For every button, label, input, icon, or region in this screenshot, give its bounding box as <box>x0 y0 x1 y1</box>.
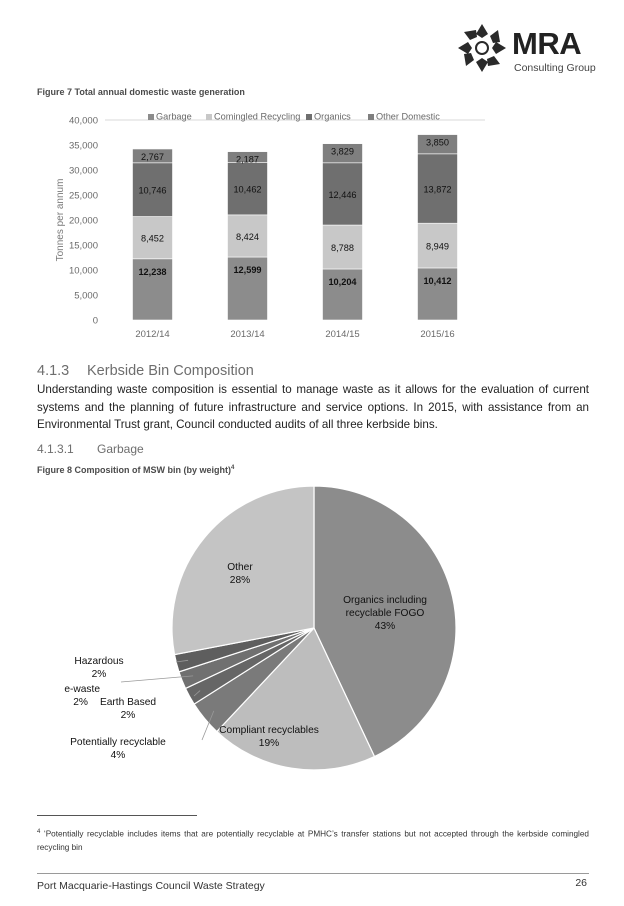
footnote <box>37 826 589 854</box>
data-label: 3,829 <box>331 146 354 157</box>
data-label: 8,949 <box>426 241 449 252</box>
pie-label-organics: Organics including <box>343 595 427 606</box>
figure8-footnote-ref: 4 <box>230 465 235 471</box>
section-number: 4.1.3 <box>37 363 70 379</box>
data-label: 12,238 <box>138 266 167 277</box>
pie-label-compliant-pct: 19% <box>258 738 280 749</box>
pie-label-hazardous-pct: 2% <box>91 669 107 680</box>
data-label: 3,850 <box>426 137 449 148</box>
data-label: 13,872 <box>423 184 452 195</box>
legend-label: Other Domestic <box>376 111 440 122</box>
pie-label-potentially-pct: 4% <box>110 750 126 761</box>
x-tick-label: 2013/14 <box>230 329 265 340</box>
data-label: 8,788 <box>331 243 354 254</box>
data-label: 2,767 <box>141 151 164 162</box>
legend-label: Comingled Recycling <box>214 111 301 122</box>
pie-label-organics: recyclable FOGO <box>345 608 425 619</box>
y-tick-label: 15,000 <box>68 240 98 252</box>
pie-label-earth-pct: 2% <box>120 710 136 721</box>
pie-label-potentially: Potentially recyclable <box>70 737 166 748</box>
y-tick-label: 20,000 <box>68 215 98 227</box>
y-tick-label: 5,000 <box>74 290 98 302</box>
figure8-caption-text: Figure 8 Composition of MSW bin (by weight) <box>37 465 231 475</box>
section-heading <box>37 363 254 379</box>
pie-label-organics-pct: 43% <box>374 621 396 632</box>
logo-name: MRA <box>512 26 582 61</box>
x-tick-label: 2014/15 <box>325 329 360 340</box>
footnote-number: 4 <box>37 829 41 835</box>
data-label: 2,187 <box>236 154 259 165</box>
pie-label-earth: Earth Based <box>99 697 157 708</box>
section-title: Kerbside Bin Composition <box>87 363 254 379</box>
pie-label-compliant: Compliant recyclables <box>219 725 319 736</box>
legend-swatch <box>368 114 374 120</box>
page-number: 26 <box>575 877 587 889</box>
y-tick-label: 10,000 <box>68 265 98 277</box>
x-tick-label: 2012/14 <box>135 329 170 340</box>
y-tick-label: 0 <box>92 315 98 327</box>
y-axis-label: Tonnes per annum <box>55 178 66 262</box>
data-label: 10,412 <box>423 275 452 286</box>
mra-logo-mark-icon <box>456 22 508 74</box>
legend-swatch <box>206 114 212 120</box>
data-label: 12,446 <box>328 189 357 200</box>
logo-subtitle: Consulting Group <box>514 62 596 74</box>
legend-swatch <box>306 114 312 120</box>
pie-label-other: Other <box>227 562 253 573</box>
x-tick-label: 2015/16 <box>420 329 455 340</box>
subsection-number: 4.1.3.1 <box>37 442 74 456</box>
pie-label-hazardous: Hazardous <box>74 656 124 667</box>
legend-label: Garbage <box>156 111 192 122</box>
data-label: 12,599 <box>233 265 262 276</box>
footer-title: Port Macquarie-Hastings Council Waste Strategy <box>37 880 265 892</box>
data-label: 8,452 <box>141 233 164 244</box>
data-label: 10,746 <box>138 185 167 196</box>
y-tick-label: 40,000 <box>68 115 98 127</box>
y-tick-label: 25,000 <box>68 190 98 202</box>
footnote-divider <box>37 815 197 816</box>
section-body: Understanding waste composition is essential to manage waste as it allows for the evaluation of current systems and the planning of future infrastructure and service options. In 2015, with assistance from an Environmental Trust grant, Council conducted audits of all three kerbside bins. <box>37 383 589 431</box>
legend-label: Organics <box>314 111 351 122</box>
data-label: 10,462 <box>233 184 262 195</box>
legend-swatch <box>148 114 154 120</box>
footnote-text: ‘Potentially recyclable includes items that are potentially recyclable at PMHC’s transfer stations but not accepted through the kerbside comingled recycling bin <box>37 829 589 852</box>
pie-label-ewaste: e-waste <box>64 684 100 695</box>
y-tick-label: 35,000 <box>68 140 98 152</box>
data-label: 8,424 <box>236 231 259 242</box>
mra-logo <box>452 18 602 78</box>
subsection-title: Garbage <box>97 442 144 456</box>
subsection-heading <box>37 442 144 456</box>
y-tick-label: 30,000 <box>68 165 98 177</box>
figure7-caption: Figure 7 Total annual domestic waste generation <box>37 87 245 97</box>
data-label: 10,204 <box>328 276 357 287</box>
pie-label-other-pct: 28% <box>229 575 251 586</box>
footer-divider <box>37 873 589 874</box>
pie-label-ewaste-pct: 2% <box>73 697 88 708</box>
pie-chart <box>30 470 570 790</box>
stacked-bar-chart <box>30 100 500 345</box>
